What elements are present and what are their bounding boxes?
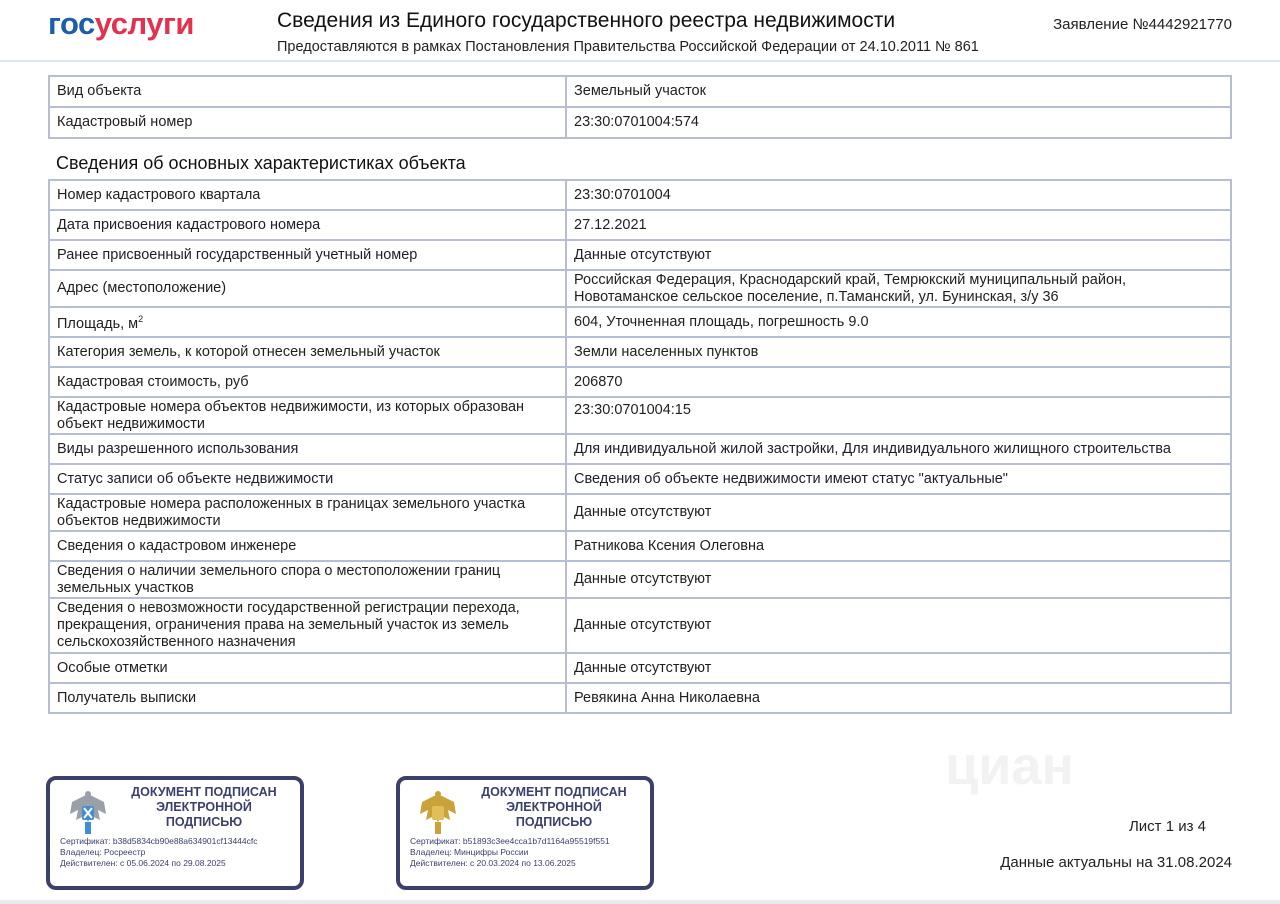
data-actual-date: Данные актуальны на 31.08.2024 — [1000, 854, 1232, 871]
object-table — [48, 75, 1232, 139]
row-value: Российская Федерация, Краснодарский край, Темрюкский муниципальный район, Новотаманское сельское поселение, п.Таманский, ул. Бунинская, з/у 36 — [566, 270, 1231, 307]
row-label: Получатель выписки — [49, 683, 566, 713]
cian-watermark: циан — [945, 736, 1075, 796]
table-row — [49, 531, 1231, 561]
table-row — [49, 337, 1231, 367]
table-row — [49, 653, 1231, 683]
row-value: Ратникова Ксения Олеговна — [566, 531, 1231, 561]
row-value: 23:30:0701004:15 — [566, 397, 1231, 434]
row-value: 23:30:0701004:574 — [566, 107, 1231, 138]
table-row — [49, 367, 1231, 397]
owner: Владелец: Росреестр — [60, 847, 146, 857]
sheet-number: Лист 1 из 4 — [1128, 818, 1206, 835]
row-label: Сведения о невозможности государственной регистрации перехода, прекращения, ограничения права на земельный участок из земель сельскохозяйственного назначения — [49, 598, 566, 653]
rosreestr-emblem-icon — [66, 788, 110, 838]
table-row — [49, 561, 1231, 598]
row-value: Данные отсутствуют — [566, 494, 1231, 531]
row-label: Вид объекта — [49, 76, 566, 107]
table-row — [49, 180, 1231, 210]
row-value: Земельный участок — [566, 76, 1231, 107]
table-row — [49, 494, 1231, 531]
row-value: Земли населенных пунктов — [566, 337, 1231, 367]
table-row — [49, 210, 1231, 240]
row-label: Статус записи об объекте недвижимости — [49, 464, 566, 494]
row-value: 604, Уточненная площадь, погрешность 9.0 — [566, 307, 1231, 337]
row-value: Данные отсутствуют — [566, 653, 1231, 683]
row-label: Адрес (местоположение) — [49, 270, 566, 307]
table-row — [49, 683, 1231, 713]
table-row — [49, 240, 1231, 270]
row-label: Дата присвоения кадастрового номера — [49, 210, 566, 240]
row-value: 23:30:0701004 — [566, 180, 1231, 210]
application-number: Заявление №4442921770 — [1053, 16, 1232, 33]
page-title: Сведения из Единого государственного реестра недвижимости — [277, 9, 896, 32]
row-value: Данные отсутствуют — [566, 240, 1231, 270]
row-label: Площадь, $м^2$ — [49, 307, 566, 337]
stamp-meta — [410, 836, 610, 869]
owner: Владелец: Минцифры России — [410, 847, 529, 857]
section-title: Сведения об основных характеристиках объекта — [56, 153, 466, 173]
row-value: 27.12.2021 — [566, 210, 1231, 240]
table-row — [49, 464, 1231, 494]
stamp-heading: ДОКУМЕНТ ПОДПИСАН ЭЛЕКТРОННОЙ ПОДПИСЬЮ — [481, 785, 627, 829]
gosuslugi-logo: госуслуги — [48, 6, 194, 41]
table-row — [49, 307, 1231, 337]
row-value: 206870 — [566, 367, 1231, 397]
row-label: Кадастровый номер — [49, 107, 566, 138]
row-label: Кадастровые номера объектов недвижимости, из которых образован объект недвижимости — [49, 397, 566, 434]
row-label: Ранее присвоенный государственный учетный номер — [49, 240, 566, 270]
row-label: Категория земель, к которой отнесен земельный участок — [49, 337, 566, 367]
characteristics-table — [48, 179, 1232, 714]
row-label: Сведения о кадастровом инженере — [49, 531, 566, 561]
row-value: Данные отсутствуют — [566, 561, 1231, 598]
row-value: Данные отсутствуют — [566, 598, 1231, 653]
stamp-heading: ДОКУМЕНТ ПОДПИСАН ЭЛЕКТРОННОЙ ПОДПИСЬЮ — [131, 785, 277, 829]
row-label: Кадастровые номера расположенных в границах земельного участка объектов недвижимости — [49, 494, 566, 531]
document-header — [0, 0, 1280, 62]
signature-stamp-rosreestr — [46, 776, 304, 890]
table-row — [49, 76, 1231, 107]
row-value: Для индивидуальной жилой застройки, Для индивидуального жилищного строительства — [566, 434, 1231, 464]
validity: Действителен: с 05.06.2024 по 29.08.2025 — [60, 858, 226, 868]
validity: Действителен: с 20.03.2024 по 13.06.2025 — [410, 858, 576, 868]
page-subtitle: Предоставляются в рамках Постановления Правительства Российской Федерации от 24.10.2011 № 861 — [277, 39, 979, 55]
certificate: Сертификат: b51893c3ee4cca1b7d1164a95519f551 — [410, 836, 610, 846]
russian-coat-of-arms-icon — [416, 788, 460, 838]
signature-stamp-mintsifry — [396, 776, 654, 890]
table-row — [49, 270, 1231, 307]
row-label: Кадастровая стоимость, руб — [49, 367, 566, 397]
row-label: Виды разрешенного использования — [49, 434, 566, 464]
table-row — [49, 397, 1231, 434]
row-label: Номер кадастрового квартала — [49, 180, 566, 210]
stamp-meta — [60, 836, 257, 869]
row-value: Сведения об объекте недвижимости имеют статус "актуальные" — [566, 464, 1231, 494]
row-label: Особые отметки — [49, 653, 566, 683]
table-row — [49, 107, 1231, 138]
row-value: Ревякина Анна Николаевна — [566, 683, 1231, 713]
table-row — [49, 598, 1231, 653]
certificate: Сертификат: b38d5834cb90e88a634901cf13444cfc — [60, 836, 258, 846]
table-row — [49, 434, 1231, 464]
page-bottom-divider — [0, 900, 1280, 904]
row-label: Сведения о наличии земельного спора о местоположении границ земельных участков — [49, 561, 566, 598]
